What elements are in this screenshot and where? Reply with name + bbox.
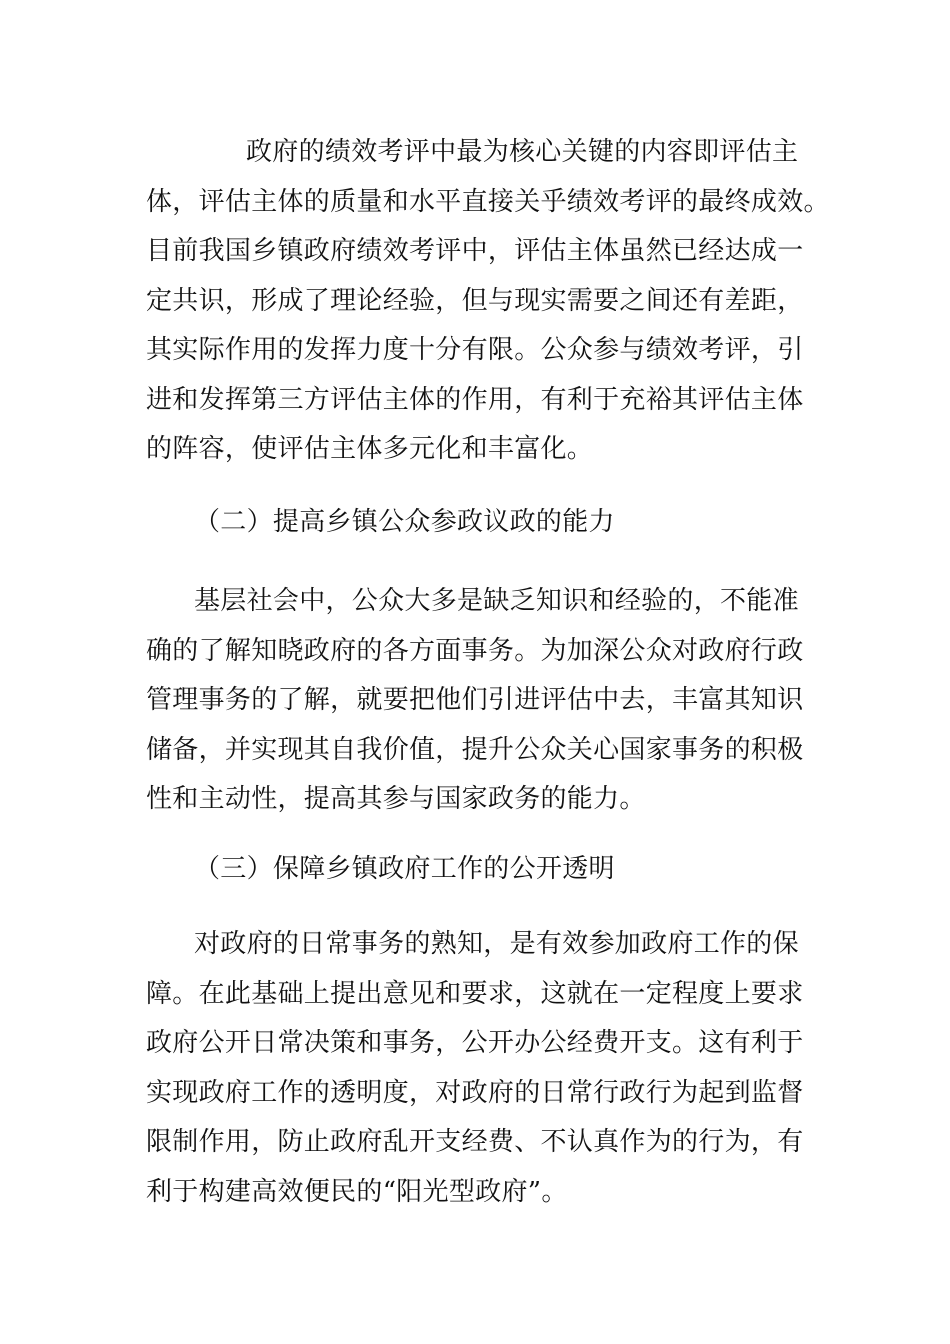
paragraph-line: 实现政府工作的透明度，对政府的日常行政行为起到监督 [146,1077,804,1108]
section-heading-2 [146,498,806,548]
paragraph-line: 性和主动性，提高其参与国家政务的能力。 [146,784,646,814]
paragraph-public-participation [146,577,806,825]
paragraph-line: 管理事务的了解，就要把他们引进评估中去，丰富其知识 [146,685,804,715]
paragraph-line: 障。在此基础上提出意见和要求，这就在一定程度上要求 [146,978,804,1009]
paragraph-line: 利于构建高效便民的“阳光型政府”。 [146,1176,568,1207]
paragraph-transparency [146,920,806,1217]
paragraph-line: 定共识，形成了理论经验，但与现实需要之间还有差距， [146,285,804,316]
paragraph-line: 对政府的日常事务的熟知，是有效参加政府工作的保 [194,929,799,959]
section-heading-text: （二）提高乡镇公众参政议政的能力 [194,507,615,537]
paragraph-line: 基层社会中，公众大多是缺乏知识和经验的，不能准 [194,586,799,616]
paragraph-evaluation-subject [146,128,830,475]
paragraph-line: 目前我国乡镇政府绩效考评中，评估主体虽然已经达成一 [146,236,804,266]
paragraph-line: 储备，并实现其自我价值，提升公众关心国家事务的积极 [146,734,804,765]
section-heading-3 [146,845,806,895]
paragraph-line: 限制作用，防止政府乱开支经费、不认真作为的行为，有 [146,1127,804,1157]
paragraph-line: 其实际作用的发挥力度十分有限。公众参与绩效考评，引 [146,335,804,365]
paragraph-line: 体，评估主体的质量和水平直接关乎绩效考评的最终成效。 [146,186,830,217]
paragraph-line: 的阵容，使评估主体多元化和丰富化。 [146,434,594,464]
paragraph-line: 确的了解知晓政府的各方面事务。为加深公众对政府行政 [146,635,804,666]
paragraph-line: 进和发挥第三方评估主体的作用，有利于充裕其评估主体 [146,384,804,415]
paragraph-line: 政府的绩效考评中最为核心关键的内容即评估主 [246,137,799,167]
paragraph-line: 政府公开日常决策和事务，公开办公经费开支。这有利于 [146,1028,804,1058]
section-heading-text: （三）保障乡镇政府工作的公开透明 [194,854,615,884]
